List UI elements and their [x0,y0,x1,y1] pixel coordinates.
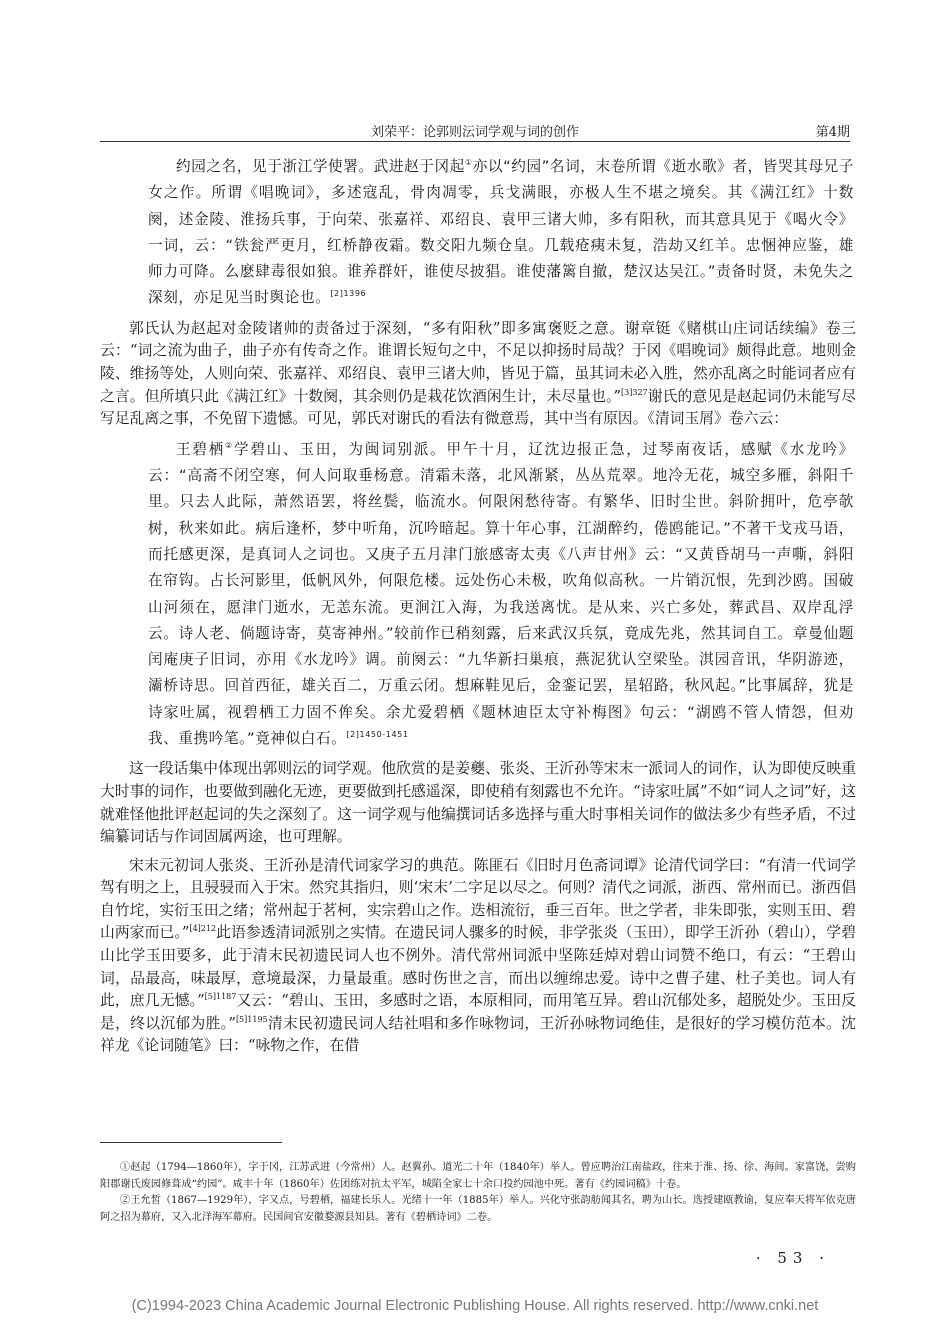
paragraph-text-mid2: 又云：“碧山、玉田，多感时之语，本原相同，而用笔互异。碧山沉郁处多，超脱处少。玉田反是，终以沉郁为胜。” [100,992,856,1032]
paragraph-text-rest: 清末民初遗民词人结社唱和多作咏物词，王沂孙咏物词绝佳，是很好的学习模仿范本。沈祥龙《论词随笔》曰：“咏物之作，在借 [100,1014,856,1055]
paragraph-2 [100,758,856,848]
citation[interactable]: [5]1195 [235,1014,268,1024]
quote-text: 约园之名，见于浙江学使署。武进赵于冈起 [176,158,465,175]
footnote-2: ②王允皙（1867—1929年），字又点，号碧栖，福建长乐人。光绪十一年（1885年）举人。兴化守张韵舫闻其名，聘为山长。选授建瓯教谕，复应奉天将军依克唐阿之招为幕府，又入北洋海军幕府。民国间官安徽婺源县知县。著有《碧栖诗词》二卷。 [100,1195,856,1223]
running-header [100,119,850,142]
citation[interactable]: [2]1450-1451 [346,730,409,740]
paragraph-text-rest: 谢氏的意见是赵起词仍未能写尽写足乱离之事，不免留下遗憾。可见，郭氏对谢氏的看法有微意焉，其中当有原因。《清词玉屑》卷六云： [100,387,856,428]
copyright-footer: (C)1994-2023 China Academic Journal Electronic Publishing House. All rights reserved. http://www.cnki.net [131,1298,819,1314]
block-quote-1 [148,154,854,312]
quote-text: 王碧栖 [176,440,226,458]
footnote-mark-2[interactable]: ② [225,440,234,450]
citation[interactable]: [4]212 [189,924,217,934]
citation[interactable]: [3]327 [621,387,648,397]
paragraph-text: 宋末元初词人张炎、王沂孙是清代词家学习的典范。陈匪石《旧时月色斋词谭》论清代词学曰：“有清一代词学驾有明之上，且骎骎而入于宋。然究其指归，则‘宋末’二字足以尽之。何则？清代之词派，浙西、常州而已。浙西倡自竹垞，实衍玉田之绪；常州起于茗柯，实宗碧山之作。迭相流衍，垂三百年。世之学者，非朱即张，实则玉田、碧山两家而已。” [100,856,856,942]
block-quote-2 [148,437,854,753]
footnote-1: ①赵起（1794—1860年），字于冈，江苏武进（今常州）人。赵翼孙。道光二十年（1840年）举人。曾应聘治江南盐政，往来于淮、扬、徐、海间。家富饶，尝购阳郡谢氏废园修葺成“约园”。咸丰十年（1860年）佐团练对抗太平军，城陷全家七十余口投约园池中死。著有《约园词稿》十卷。 [100,1162,856,1190]
article-body [100,152,856,1064]
paragraph-text-mid1: 此语参透清词派别之实情。在遗民词人骤多的时候，非学张炎（玉田），即学王沂孙（碧山），学碧山比学玉田要多，此于清末民初遗民词人也不例外。清代常州词派中坚陈廷焯对碧山词赞不绝口，有云：“王碧山词，品最高，味最厚，意境最深，力量最重。感时伤世之言，而出以缠绵忠爱。诗中之曹子建、杜子美也。词人有此，庶几无憾。” [100,924,856,1010]
paragraph-text: 郭氏认为赵起对金陵诸帅的责备过于深刻，“多有阳秋”即多寓褒贬之意。谢章铤《赌棋山庄词话续编》卷三云：“词之流为曲子，曲子亦有传奇之作。谁谓长短句之中，不足以抑扬时局哉？于冈《唱晚词》颇得此意。地则金陵、维扬等处，人则向荣、张嘉祥、邓绍良、袁甲三诸大帅，皆见于篇，虽其词未必入胜，然亦乱离之时能词者应有之言。但所填只此《满江红》十数阕，其余则仍是栽花饮酒闲生计，未尽量也。” [100,319,856,405]
page-number: · 53 · [755,1249,830,1267]
running-title: 刘荣平：论郭则沄词学观与词的创作 [370,125,579,140]
citation[interactable]: [5]1187 [204,992,237,1002]
footnote-mark-1[interactable]: ① [464,158,473,168]
quote-text-rest: 学碧山、玉田，为闽词别派。甲午十月，辽沈边报正急，过琴南夜话，感赋《水龙吟》云：“高斋不闭空寒，何人问取垂杨意。清霜未落，北风渐紧，丛丛荒翠。地冷无花，城空多雁，斜阳千里。只去人此际，萧然语罢，将丝鬓，临流水。何限闲愁待寄。有繁华、旧时尘世。斜阶拥叶，危亭欹树，秋来如此。病后逢杯，梦中听角，沉吟暗起。算十年心事，江湖醉约，倦鸥能记。”不著干戈戎马语，而托感更深，是真词人之词也。又庚子五月津门旅感寄太夷《八声甘州》云：“又黄昏胡马一声嘶，斜阳在帘钩。占长河影里，低帆风外，何限危楼。远处伤心未极，吹角似高秋。一片销沉恨，先到沙鸥。国破山河须在，愿津门逝水，无恙东流。更涧江入海，为我送离忧。是从来、兴亡多处，葬武昌、双岸乱浮云。诗人老、倘题诗寄，莫寄神州。”较前作已稍刻露，后来武汉兵氛，竟成先兆，然其词自工。章曼仙题闰庵庚子旧词，亦用《水龙吟》调。前阕云：“九华新扫巢痕，燕泥犹认空梁坠。淇园音讯，华阴游迹，灞桥诗思。回首西征，雄关百二，万重云闭。想麻鞋见后，金銮记罢，星轺路，秋风起。”比事属辞，犹是诗家吐属，视碧栖工力固不侔矣。余尤爱碧栖《题林迪臣太守补梅图》句云：“湖鸥不管人情怨，但劝我、重携吟笔。”竟神似白石。 [148,440,854,748]
quote-text-rest: 亦以“约园”名词，末卷所谓《逝水歌》者，皆哭其母兄子女之作。所谓《唱晚词》，多述寇乱，骨肉凋零，兵戈满眼，亦极人生不堪之境矣。其《满江红》十数阕，述金陵、淮扬兵事，于向荣、张嘉祥、邓绍良、袁甲三诸大帅，多有阳秋，而其意具见于《喝火令》一词，云：“铁瓮严更月，红桥静夜霜。数交阳九频仓皇。几载疮痍未复，浩劫又红羊。忠悃神应鉴，雄师力可降。么麽肆毒很如狼。谁养群奸，谁使尽披猖。谁使藩篱自撤，楚汉达吴江。”责备时贤，未免失之深刻，亦足见当时舆论也。 [148,158,854,307]
paragraph-3 [100,855,856,1058]
footnote-divider [100,1142,282,1143]
paragraph-text: 这一段话集中体现出郭则沄的词学观。他欣赏的是姜夔、张炎、王沂孙等宋末一派词人的词作，认为即使反映重大时事的词作，也要做到融化无迹，更要做到托感遥深，即使稍有刻露也不允许。“诗家吐属”不如“词人之词”好，这就难怪他批评赵起词的失之深刻了。这一词学观与他编撰词话多选择与重大时事相关词作的做法多少有些矛盾，不过编纂词话与作词固属两途，也可理解。 [100,760,856,846]
issue-number: 第4期 [815,125,850,140]
paragraph-1 [100,318,856,431]
citation[interactable]: [2]1396 [330,289,367,299]
footnotes [100,1160,856,1226]
